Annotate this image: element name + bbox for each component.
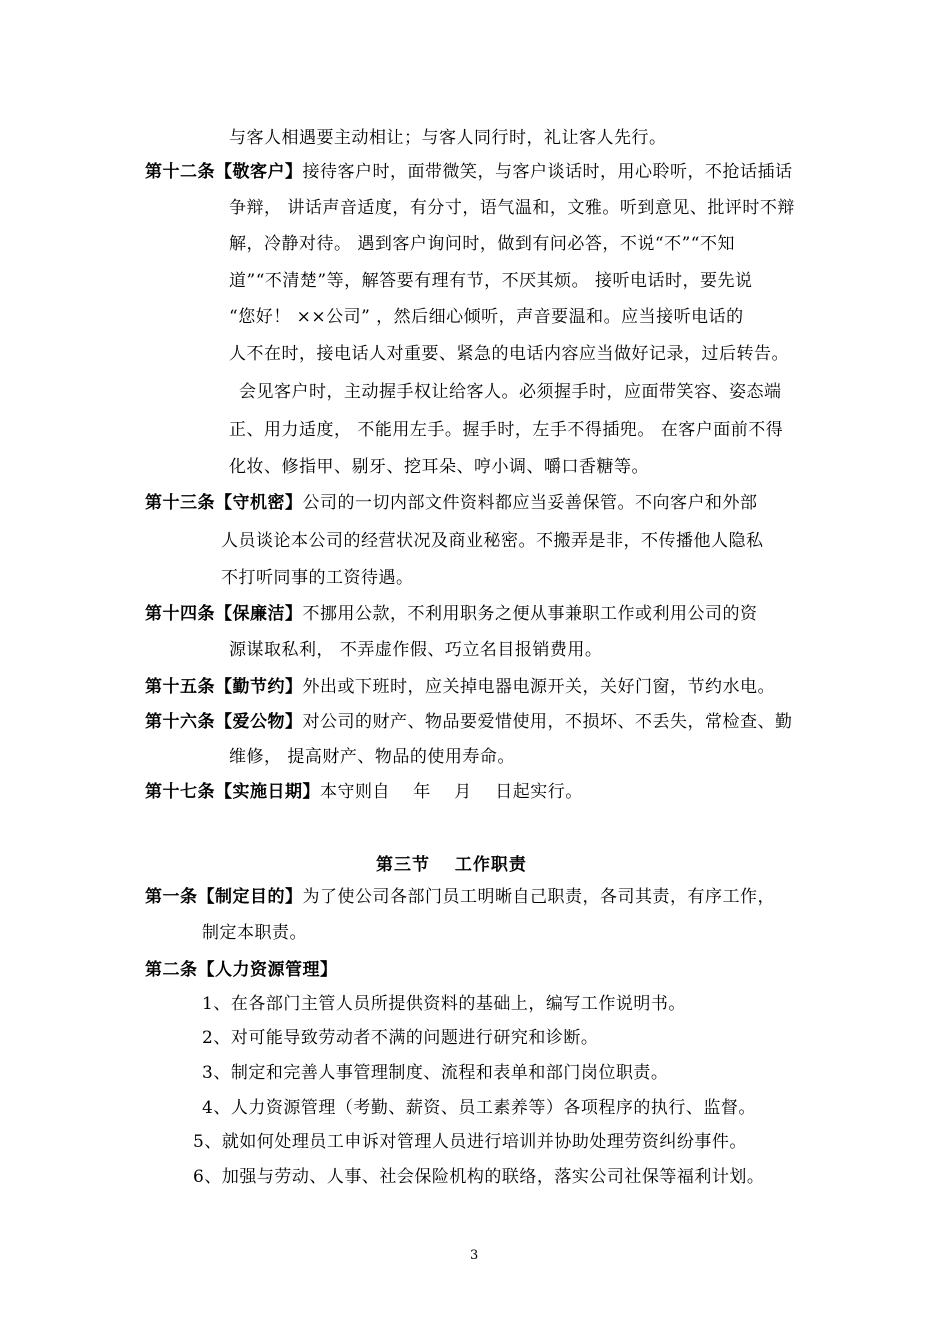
- text-line: 制定本职责。: [202, 923, 307, 943]
- text-line: 维修， 提高财产、物品的使用寿命。: [229, 747, 515, 767]
- text-line: 会见客户时，主动握手权让给客人。必须握手时，应面带笑容、姿态端: [239, 382, 782, 402]
- text-line: 人不在时，接电话人对重要、紧急的电话内容应当做好记录，过后转告。: [229, 344, 789, 364]
- list-item: 4、人力资源管理（考勤、薪资、员工素养等）各项程序的执行、监督。: [202, 1098, 756, 1118]
- article-heading: 第十三条【守机密】: [145, 493, 303, 513]
- article-line: 第十四条【保廉洁】不挪用公款，不利用职务之便从事兼职工作或利用公司的资: [145, 604, 758, 624]
- list-item: 5、就如何处理员工申诉对管理人员进行培训并协助处理劳资纠纷事件。: [193, 1132, 747, 1152]
- article-line: 第十三条【守机密】公司的一切内部文件资料都应当妥善保管。不向客户和外部: [145, 493, 758, 513]
- page-number: 3: [470, 1248, 479, 1263]
- text-line: 解，冷静对待。 遇到客户询问时，做到有问必答，不说“不”“不知: [229, 234, 735, 254]
- text-line: 争辩， 讲话声音适度，有分寸，语气温和，文雅。听到意见、批评时不辩: [229, 198, 795, 218]
- article-heading: 第十五条【勤节约】: [145, 677, 303, 697]
- list-item: 3、制定和完善人事管理制度、流程和表单和部门岗位职责。: [202, 1063, 669, 1083]
- section-title: 第三节 工作职责: [376, 855, 527, 875]
- text-line: 正、用力适度， 不能用左手。握手时，左手不得插兜。 在客户面前不得: [229, 420, 784, 440]
- article-line: 第一条【制定目的】为了使公司各部门员工明晰自己职责，各司其责，有序工作，: [145, 887, 775, 907]
- article-heading: 第二条【人力资源管理】: [145, 960, 338, 980]
- article-heading: 第一条【制定目的】: [145, 887, 303, 907]
- article-line: 第十七条【实施日期】本守则自 年 月 日起实行。: [145, 782, 583, 802]
- article-heading: 第十二条【敬客户】: [145, 162, 303, 182]
- article-heading: 第十六条【爱公物】: [145, 712, 303, 732]
- text-line: 源谋取私利， 不弄虚作假、巧立名目报销费用。: [229, 640, 603, 660]
- article-line: 第十二条【敬客户】接待客户时，面带微笑，与客户谈话时，用心聆听，不抢话插话: [145, 162, 793, 182]
- text-line: “您好！ ××公司” ，然后细心倾听，声音要温和。应当接听电话的: [229, 307, 744, 327]
- article-line: [145, 959, 338, 981]
- list-item: 1、在各部门主管人员所提供资料的基础上，编写工作说明书。: [202, 994, 686, 1014]
- article-heading: 第十四条【保廉洁】: [145, 604, 303, 624]
- article-line: 第十五条【勤节约】外出或下班时，应关掉电器电源开关，关好门窗，节约水电。: [145, 677, 775, 697]
- text-line: 与客人相遇要主动相让；与客人同行时，礼让客人先行。: [229, 128, 667, 148]
- text-line: 不打听同事的工资待遇。: [221, 568, 414, 588]
- list-item: 6、加强与劳动、人事、社会保险机构的联络，落实公司社保等福利计划。: [193, 1167, 765, 1187]
- article-heading: 第十七条【实施日期】: [145, 782, 320, 802]
- text-line: 人员谈论本公司的经营状况及商业秘密。不搬弄是非，不传播他人隐私: [221, 531, 764, 551]
- article-line: 第十六条【爱公物】对公司的财产、物品要爱惜使用，不损坏、不丢失，常检查、勤: [145, 712, 793, 732]
- text-line: 道”“不清楚”等，解答要有理有节，不厌其烦。 接听电话时，要先说: [229, 271, 753, 291]
- list-item: 2、对可能导致劳动者不满的问题进行研究和诊断。: [202, 1028, 599, 1048]
- text-line: 化妆、修指甲、剔牙、挖耳朵、哼小调、嚼口香糖等。: [229, 457, 649, 477]
